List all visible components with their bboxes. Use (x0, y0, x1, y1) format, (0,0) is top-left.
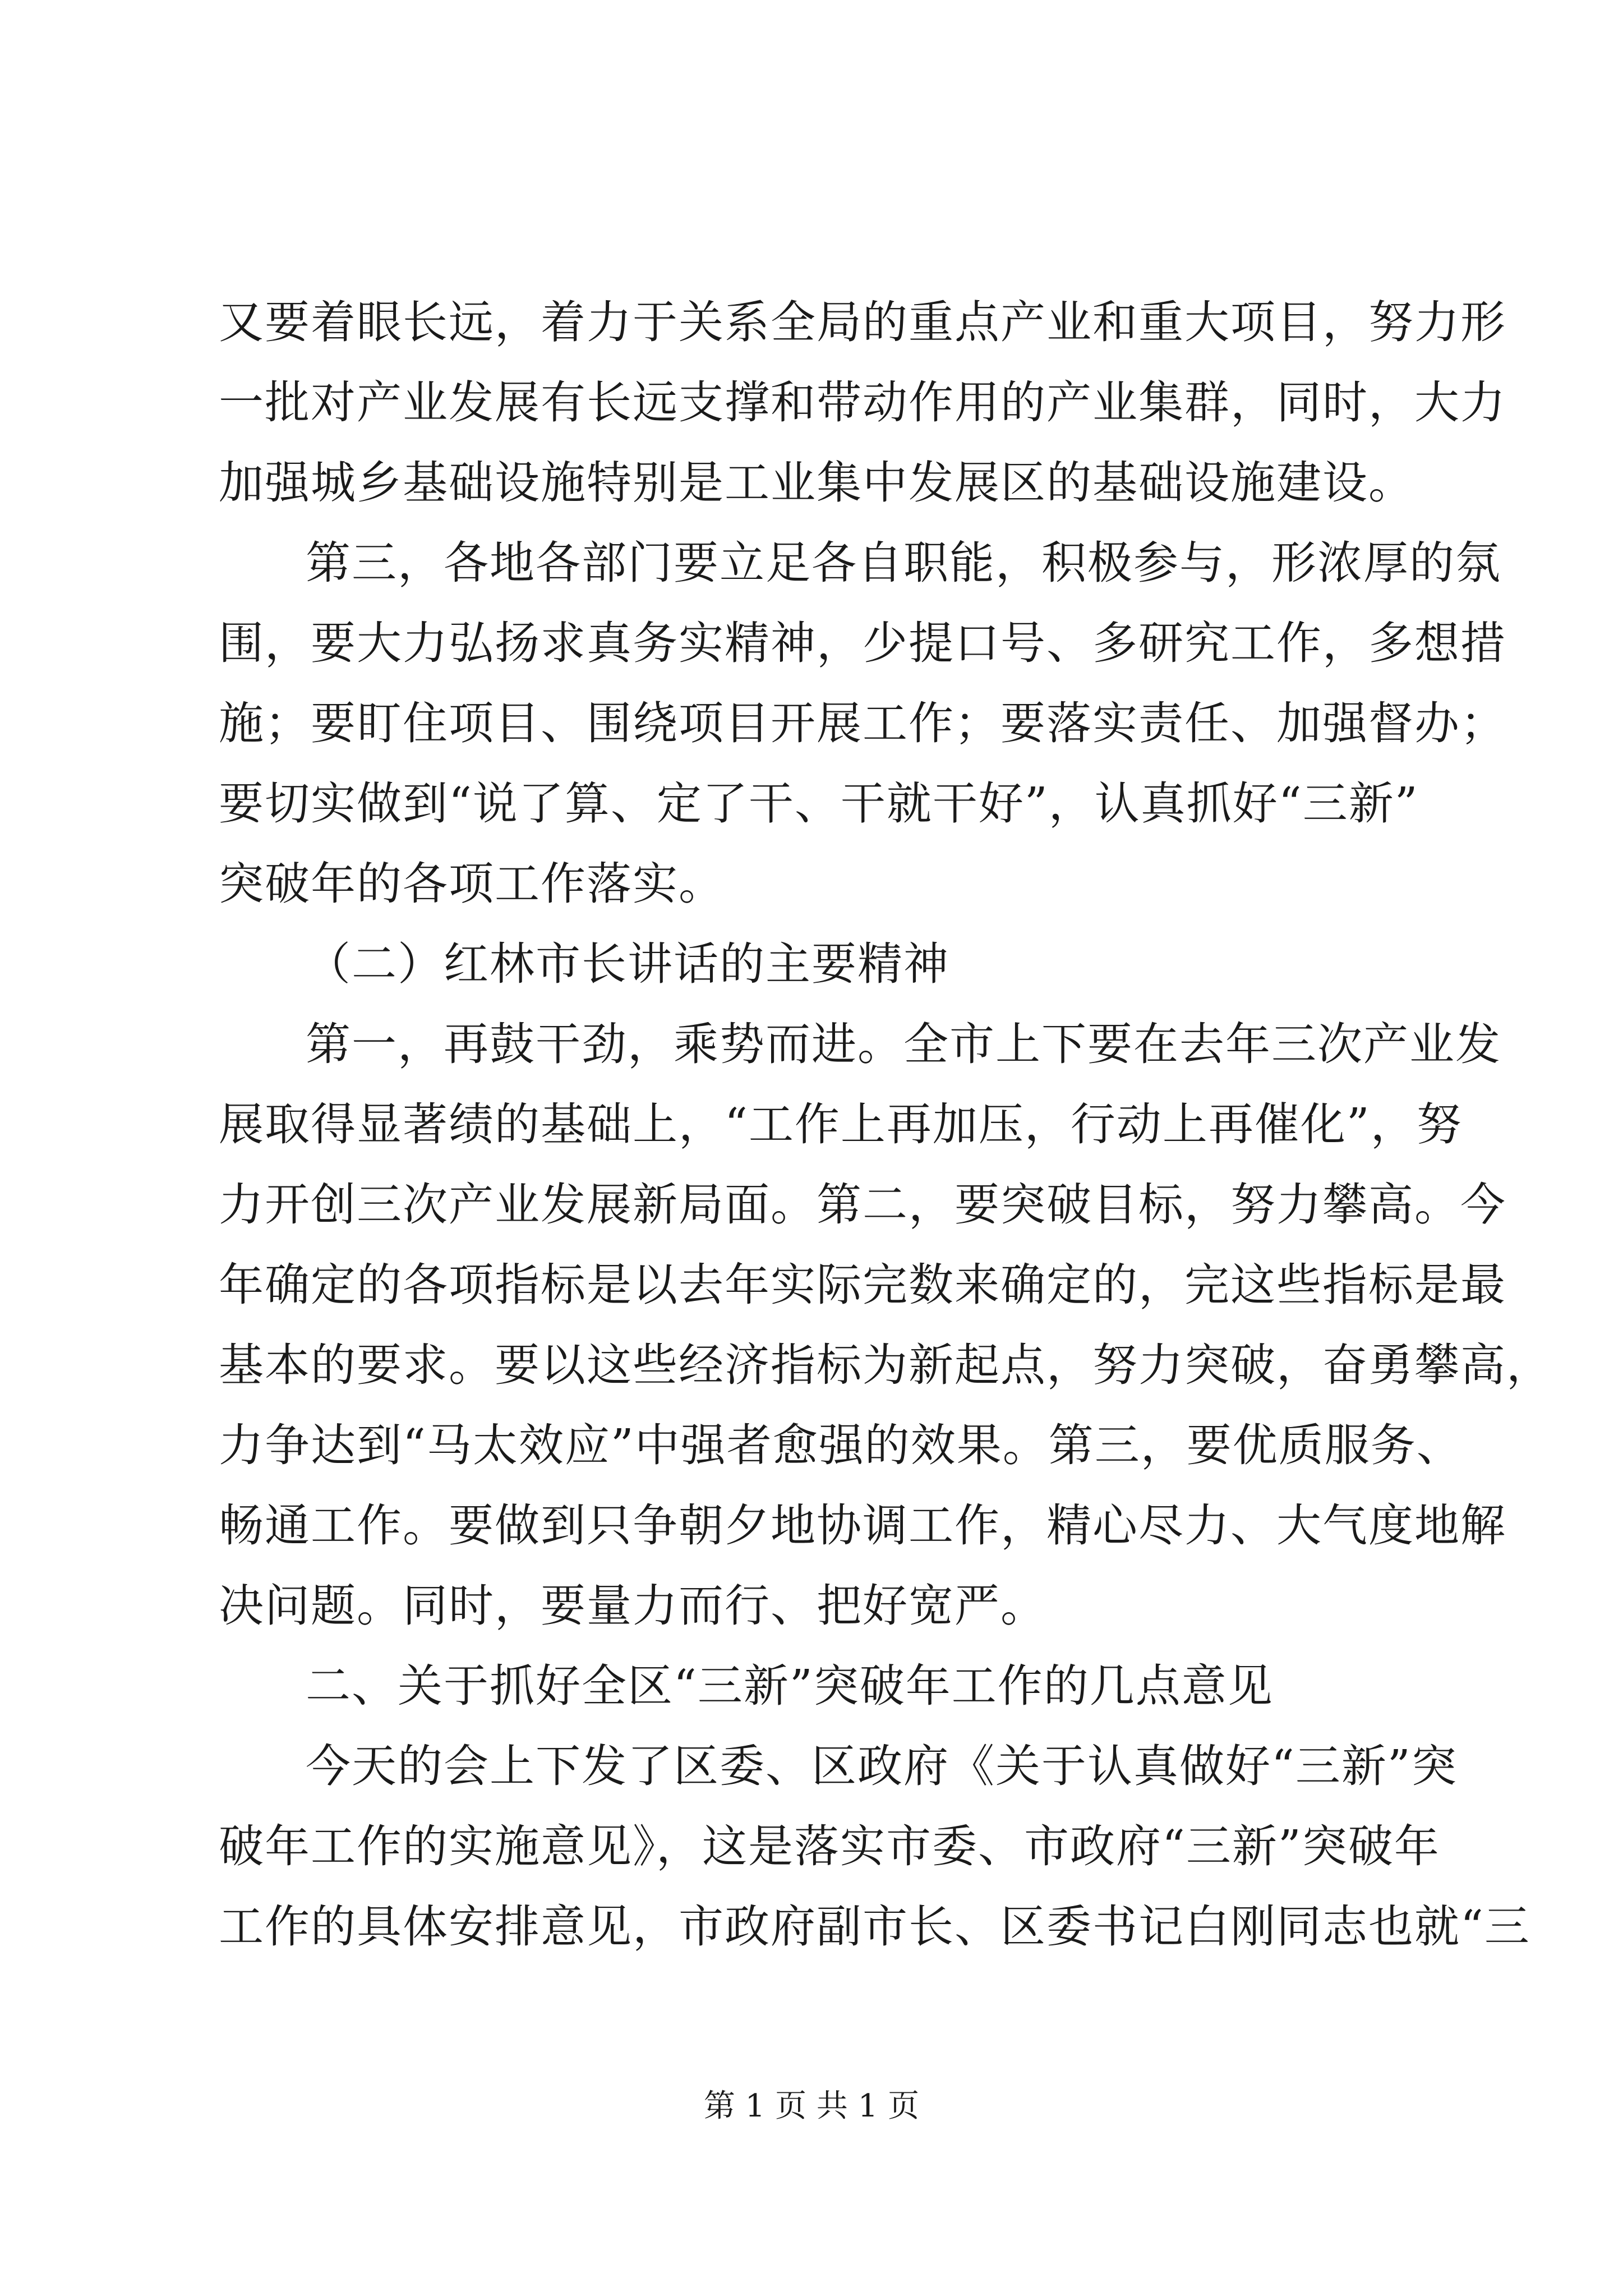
body-text-line-7: 要切实做到“说了算、定了干、干就干好”，认真抓好“三新” (219, 777, 1419, 830)
body-text-line-11: 展取得显著绩的基础上，“工作上再加压，行动上再催化”，努 (219, 1098, 1463, 1151)
body-text-line-4: 第三，各地各部门要立足各自职能，积极参与，形浓厚的氛 (306, 537, 1501, 589)
body-text-line-20: 破年工作的实施意见》，这是落实市委、市政府“三新”突破年 (219, 1820, 1440, 1872)
body-text-line-8: 突破年的各项工作落实。 (219, 858, 725, 910)
body-text-line-6: 施；要盯住项目、围绕项目开展工作；要落实责任、加强督办； (219, 697, 1506, 749)
body-text-line-16: 畅通工作。要做到只争朝夕地协调工作，精心尽力、大气度地解 (219, 1499, 1506, 1552)
body-text-line-15: 力争达到“马太效应”中强者愈强的效果。第三，要优质服务、 (219, 1419, 1463, 1471)
body-text-line-14: 基本的要求。要以这些经济指标为新起点，努力突破，奋勇攀高， (219, 1339, 1552, 1391)
body-text-line-21: 工作的具体安排意见，市政府副市长、区委书记白刚同志也就“三 (219, 1901, 1530, 1953)
body-text-line-1: 又要着眼长远，着力于关系全局的重点产业和重大项目，努力形 (219, 296, 1506, 348)
body-text-line-2: 一批对产业发展有长远支撑和带动作用的产业集群，同时，大力 (219, 376, 1506, 429)
body-text-line-10: 第一，再鼓干劲，乘势而进。全市上下要在去年三次产业发 (306, 1018, 1501, 1070)
section-heading-1: （二）红林市长讲话的主要精神 (306, 938, 949, 990)
page-footer: 第 1 页 共 1 页 (703, 2088, 920, 2124)
body-text-line-13: 年确定的各项指标是以去年实际完数来确定的，完这些指标是最 (219, 1259, 1506, 1311)
body-text-line-19: 今天的会上下发了区委、区政府《关于认真做好“三新”突 (306, 1740, 1458, 1792)
body-text-line-5: 围，要大力弘扬求真务实精神，少提口号、多研究工作，多想措 (219, 617, 1506, 669)
section-heading-2: 二、关于抓好全区“三新”突破年工作的几点意见 (306, 1660, 1274, 1712)
body-text-line-12: 力开创三次产业发展新局面。第二，要突破目标，努力攀高。今 (219, 1179, 1506, 1231)
body-text-line-3: 加强城乡基础设施特别是工业集中发展区的基础设施建设。 (219, 457, 1414, 509)
body-text-line-17: 决问题。同时，要量力而行、把好宽严。 (219, 1580, 1046, 1632)
